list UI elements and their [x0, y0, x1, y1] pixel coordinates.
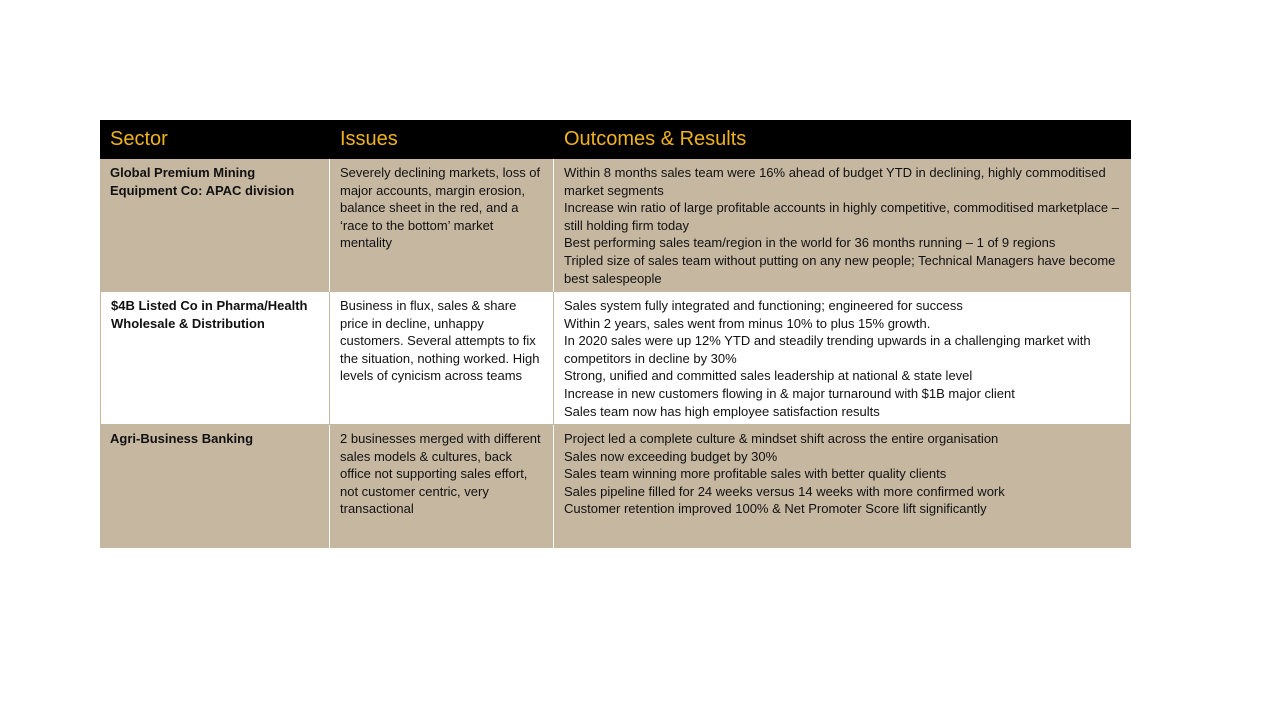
results-table	[100, 120, 1131, 548]
outcome-item: Sales system fully integrated and functioning; engineered for success	[564, 298, 963, 313]
table-row	[100, 425, 1131, 548]
outcome-item: In 2020 sales were up 12% YTD and steadily trending upwards in a challenging market with competitors in decline by 30%	[564, 333, 1091, 366]
sector-cell: Global Premium Mining Equipment Co: APAC division	[100, 159, 330, 292]
outcome-item: Customer retention improved 100% & Net Promoter Score lift significantly	[564, 501, 987, 517]
outcome-item: Increase win ratio of large profitable accounts in highly competitive, commoditised marketplace – still holding firm today	[564, 200, 1119, 233]
header-issues: Issues	[340, 128, 398, 150]
issues-cell: Severely declining markets, loss of major accounts, margin erosion, balance sheet in the red, and a ‘race to the bottom’ market mentality	[330, 159, 554, 292]
outcome-item: Sales team now has high employee satisfaction results	[564, 403, 880, 419]
issues-cell: 2 businesses merged with different sales models & cultures, back office not supporting sales effort, not customer centric, very transactional	[330, 425, 554, 548]
outcomes-cell	[554, 159, 1131, 292]
table-header	[100, 120, 1131, 159]
outcome-item: Sales now exceeding budget by 30%	[564, 448, 778, 464]
outcome-item: Within 8 months sales team were 16% ahead of budget YTD in declining, highly commoditised market segments	[564, 165, 1106, 198]
outcome-item: Sales pipeline filled for 24 weeks versus 14 weeks with more confirmed work	[564, 483, 1005, 499]
outcomes-cell	[554, 292, 1131, 425]
outcome-item: Sales team winning more profitable sales with better quality clients	[564, 466, 947, 482]
outcome-item: Best performing sales team/region in the world for 36 months running – 1 of 9 regions	[564, 235, 1056, 251]
outcome-item: Within 2 years, sales went from minus 10% to plus 15% growth.	[564, 315, 931, 331]
outcome-item: Increase in new customers flowing in & major turnaround with $1B major client	[564, 385, 1015, 401]
outcome-item: Strong, unified and committed sales leadership at national & state level	[564, 368, 973, 384]
table-row	[100, 159, 1131, 292]
outcomes-cell	[554, 425, 1131, 548]
issues-cell: Business in flux, sales & share price in decline, unhappy customers. Several attempts to fix the situation, nothing worked. High levels of cynicism across teams	[330, 292, 554, 425]
outcome-item: Tripled size of sales team without putting on any new people; Technical Managers have become best salespeople	[564, 252, 1116, 286]
sector-cell: $4B Listed Co in Pharma/Health Wholesale & Distribution	[100, 292, 330, 425]
sector-cell: Agri-Business Banking	[100, 425, 330, 548]
header-outcomes: Outcomes & Results	[564, 128, 747, 150]
header-sector: Sector	[110, 128, 168, 150]
outcome-item: Project led a complete culture & mindset shift across the entire organisation	[564, 431, 999, 446]
table-row	[100, 292, 1131, 425]
